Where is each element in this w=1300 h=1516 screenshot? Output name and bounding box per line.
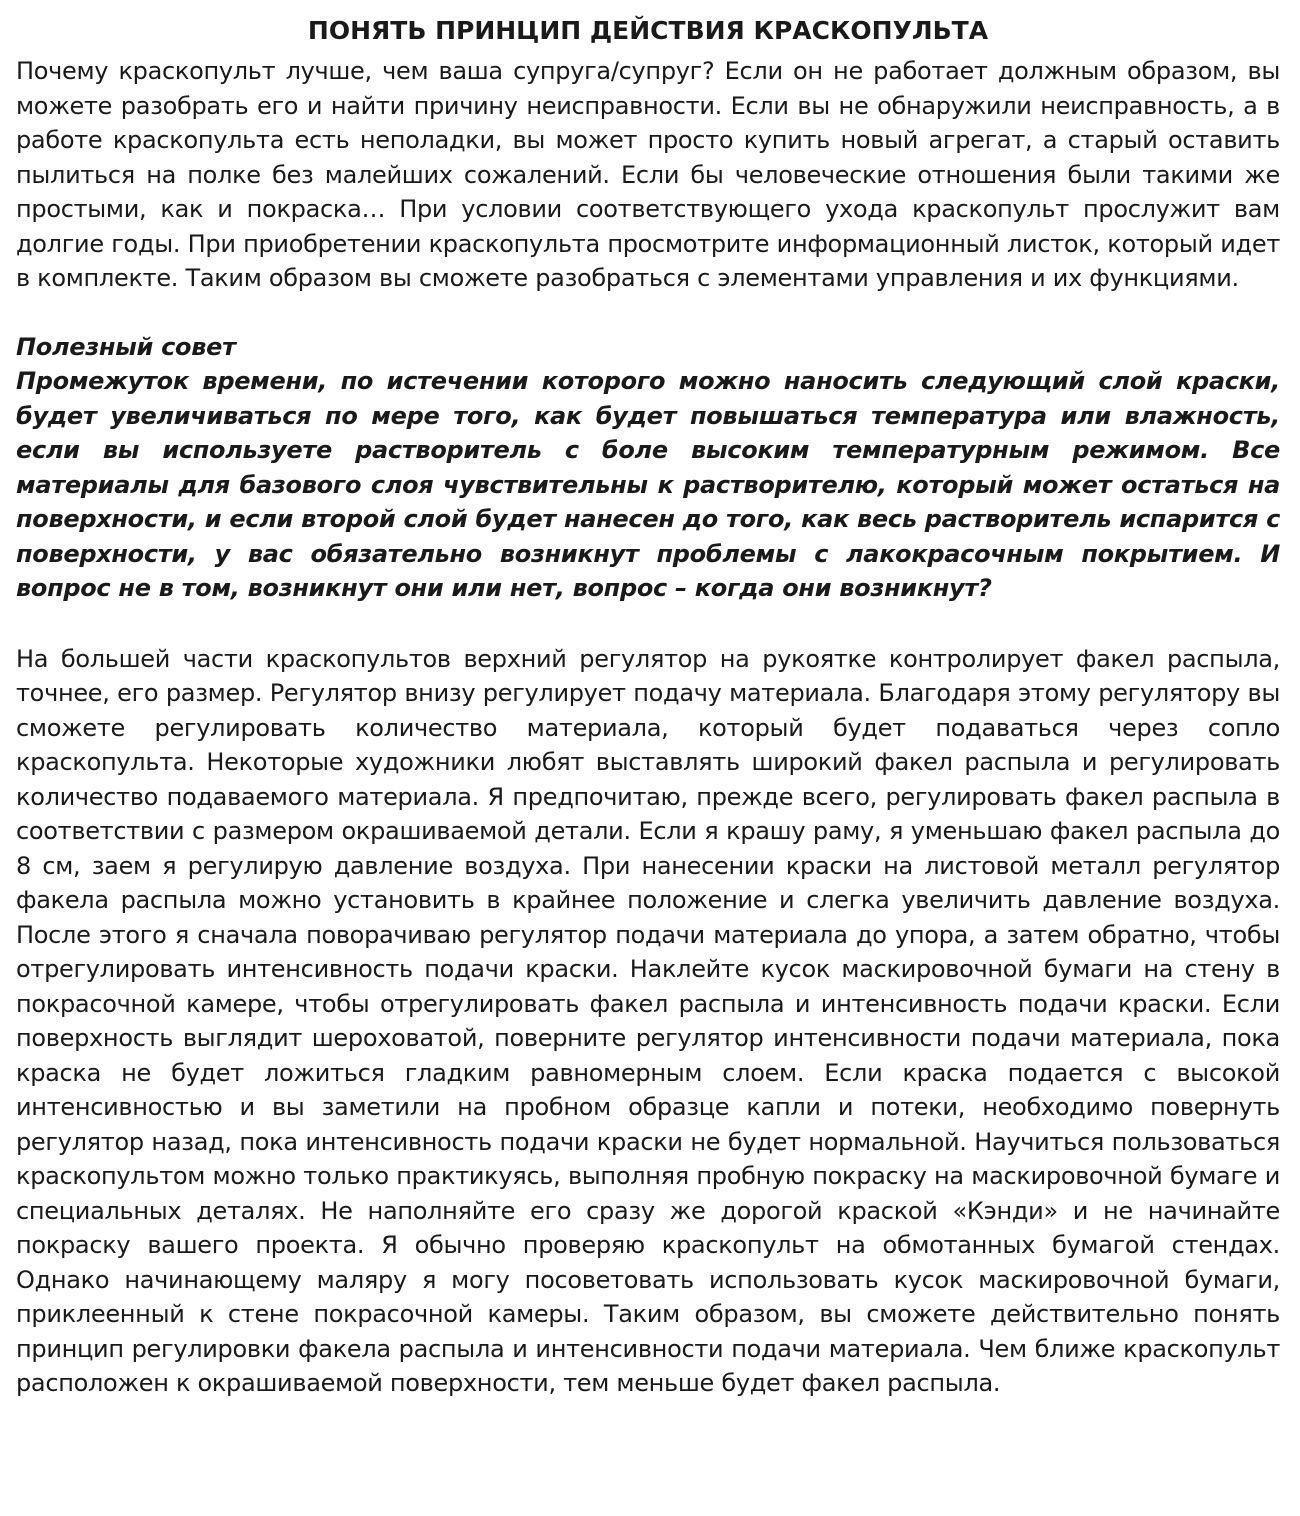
adjustment-paragraph: На большей части краскопультов верхний регулятор на рукоятке контролирует факел распыла, точнее, его размер. Регулятор внизу регулирует подачу материала. Благодаря этому регулятору вы сможете регулировать количество материала, который будет подаваться через сопло краскопульта. Некоторые художники любят выставлять широкий факел распыла и регулировать количество подаваемого материала. Я предпочитаю, прежде всего, регулировать факел распыла в соответствии с размером окрашиваемой детали. Если я крашу раму, я уменьшаю факел распыла до 8 см, заем я регулирую давление воздуха. При нанесении краски на листовой металл регулятор факела распыла можно установить в крайнее положение и слегка увеличить давление воздуха. После этого я сначала поворачиваю регулятор подачи материала до упора, а затем обратно, чтобы отрегулировать интенсивность подачи краски. Наклейте кусок маскировочной бумаги на стену в покрасочной камере, чтобы отрегулировать факел распыла и интенсивность подачи краски. Если поверхность выглядит шероховатой, поверните регулятор интенсивности подачи материала, пока краска не будет ложиться гладким равномерным слоем. Если краска подается с высокой интенсивностью и вы заметили на пробном образце капли и потеки, необходимо повернуть регулятор назад, пока интенсивность подачи краски не будет нормальной. Научиться пользоваться краскопультом можно только практикуясь, выполняя пробную покраску на маскировочной бумаге и специальных деталях. Не наполняйте его сразу же дорогой краской «Кэнди» и не начинайте покраску вашего проекта. Я обычно проверяю краскопульт на обмотанных бумагой стендах. Однако начинающему маляру я могу посоветовать использовать кусок маскировочной бумаги, приклеенный к стене покрасочной камеры. Таким образом, вы сможете действительно понять принцип регулировки факела распыла и интенсивности подачи материала. Чем ближе краскопульт расположен к окрашиваемой поверхности, тем меньше будет факел распыла. xyxy=(16,644,1280,1397)
tip-text: Промежуток времени, по истечении которого можно наносить следующий слой краски, будет увеличиваться по мере того, как будет повышаться температура или влажность, если вы используете растворитель с боле высоким температурным режимом. Все материалы для базового слоя чувствительны к растворителю, который может остаться на поверхности, и если второй слой будет нанесен до того, как весь растворитель испарится с поверхности, у вас обязательно возникнут проблемы с лакокрасочным покрытием. И вопрос не в том, возникнут они или нет, вопрос – когда они возникнут? xyxy=(16,367,1280,602)
intro-paragraph: Почему краскопульт лучше, чем ваша супруга/супруг? Если он не работает должным образом, вы можете разобрать его и найти причину неисправности. Если вы не обнаружили неисправность, а в работе краскопульта есть неполадки, вы может просто купить новый агрегат, а старый оставить пылиться на полке без малейших сожалений. Если бы человеческие отношения были такими же простыми, как и покраска… При условии соответствующего ухода краскопульт прослужит вам долгие годы. При приобретении краскопульта просмотрите информационный листок, который идет в комплекте. Таким образом вы сможете разобраться с элементами управления и их функциями. xyxy=(16,57,1280,292)
document-title: ПОНЯТЬ ПРИНЦИП ДЕЙСТВИЯ КРАСКОПУЛЬТА xyxy=(307,16,989,45)
useful-tip-block xyxy=(16,330,1280,606)
tip-heading: Полезный совет xyxy=(16,332,236,361)
